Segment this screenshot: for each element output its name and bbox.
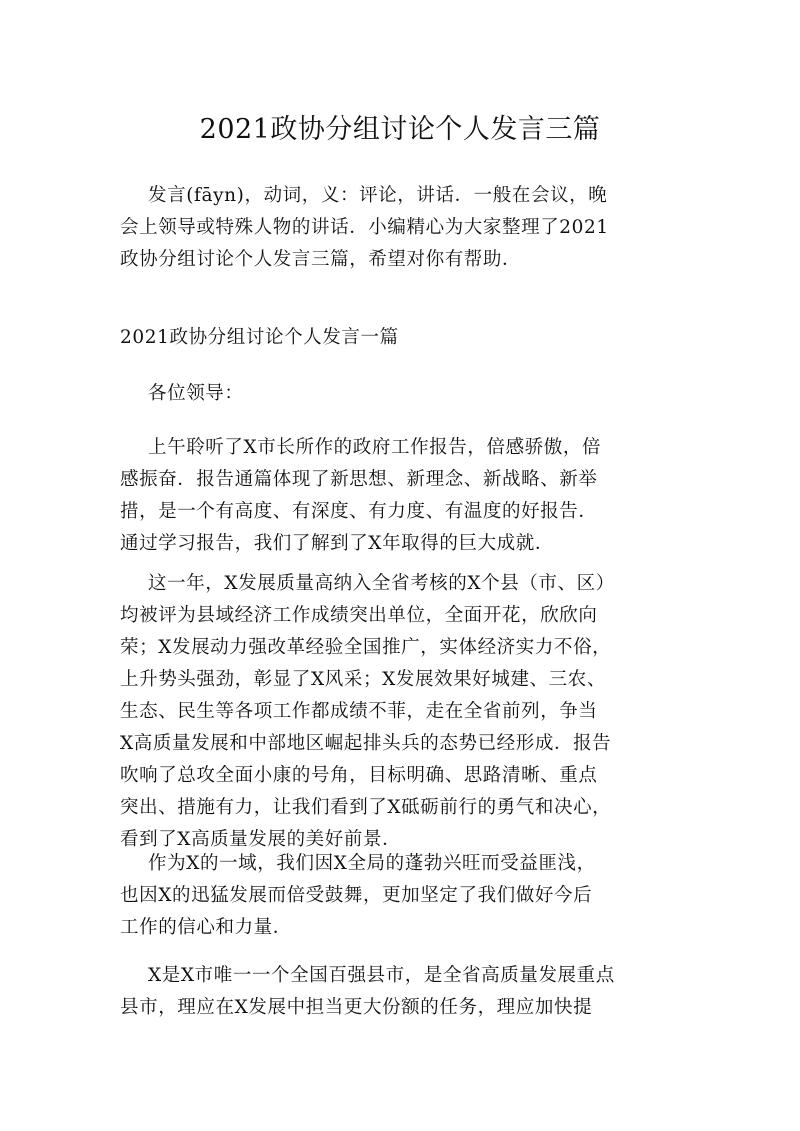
- text-line: 措，是一个有高度、有深度、有力度、有温度的好报告．: [120, 501, 598, 522]
- salutation-text: 各位领导：: [148, 383, 244, 404]
- text-line: 通过学习报告，我们了解到了X年取得的巨大成就．: [120, 533, 554, 554]
- intro-paragraph: [120, 180, 685, 276]
- text-line: X是X市唯一一个全国百强县市，是全省高质量发展重点: [148, 965, 615, 986]
- paragraph-1: [120, 432, 685, 560]
- text-line: 政协分组讨论个人发言三篇，希望对你有帮助．: [120, 249, 522, 270]
- text-line: 突出、措施有力，让我们看到了X砥砺前行的勇气和决心，: [120, 797, 612, 818]
- section-heading-text: 2021政协分组讨论个人发言一篇: [120, 327, 399, 348]
- text-line: 感振奋．报告通篇体现了新思想、新理念、新战略、新举: [120, 469, 598, 490]
- document-title: 2021政协分组讨论个人发言三篇: [199, 114, 601, 145]
- text-line: 看到了X高质量发展的美好前景．: [120, 829, 402, 850]
- paragraph-4: [120, 960, 685, 1024]
- salutation: [120, 378, 685, 410]
- text-line: 会上领导或特殊人物的讲话．小编精心为大家整理了2021: [120, 217, 609, 238]
- paragraph-3: [120, 848, 685, 944]
- text-line: 发言(fāyn)，动词，义：评论，讲话．一般在会议，晚: [148, 185, 608, 206]
- text-line: X高质量发展和中部地区崛起排头兵的态势已经形成．报告: [120, 733, 612, 754]
- text-line: 作为X的一域，我们因X全局的蓬勃兴旺而受益匪浅，: [148, 853, 596, 874]
- text-line: 工作的信心和力量．: [120, 917, 292, 938]
- text-line: 吹响了总攻全面小康的号角，目标明确、思路清晰、重点: [120, 765, 598, 786]
- text-line: 生态、民生等各项工作都成绩不菲，走在全省前列，争当: [120, 701, 598, 722]
- text-line: 也因X的迅猛发展而倍受鼓舞，更加坚定了我们做好今后: [120, 885, 593, 906]
- text-line: 均被评为县域经济工作成绩突出单位，全面开花，欣欣向: [120, 605, 598, 626]
- text-line: 县市，理应在X发展中担当更大份额的任务，理应加快提: [120, 997, 593, 1018]
- paragraph-2: [120, 568, 685, 856]
- text-line: 上午聆听了X市长所作的政府工作报告，倍感骄傲，倍: [148, 437, 602, 458]
- text-line: 这一年，X发展质量高纳入全省考核的X个县（市、区）: [148, 573, 615, 594]
- text-line: 上升势头强劲，彰显了X风采；X发展效果好城建、三农、: [120, 669, 606, 690]
- section-heading: [120, 322, 685, 354]
- text-line: 荣；X发展动力强改革经验全国推广，实体经济实力不俗，: [120, 637, 612, 658]
